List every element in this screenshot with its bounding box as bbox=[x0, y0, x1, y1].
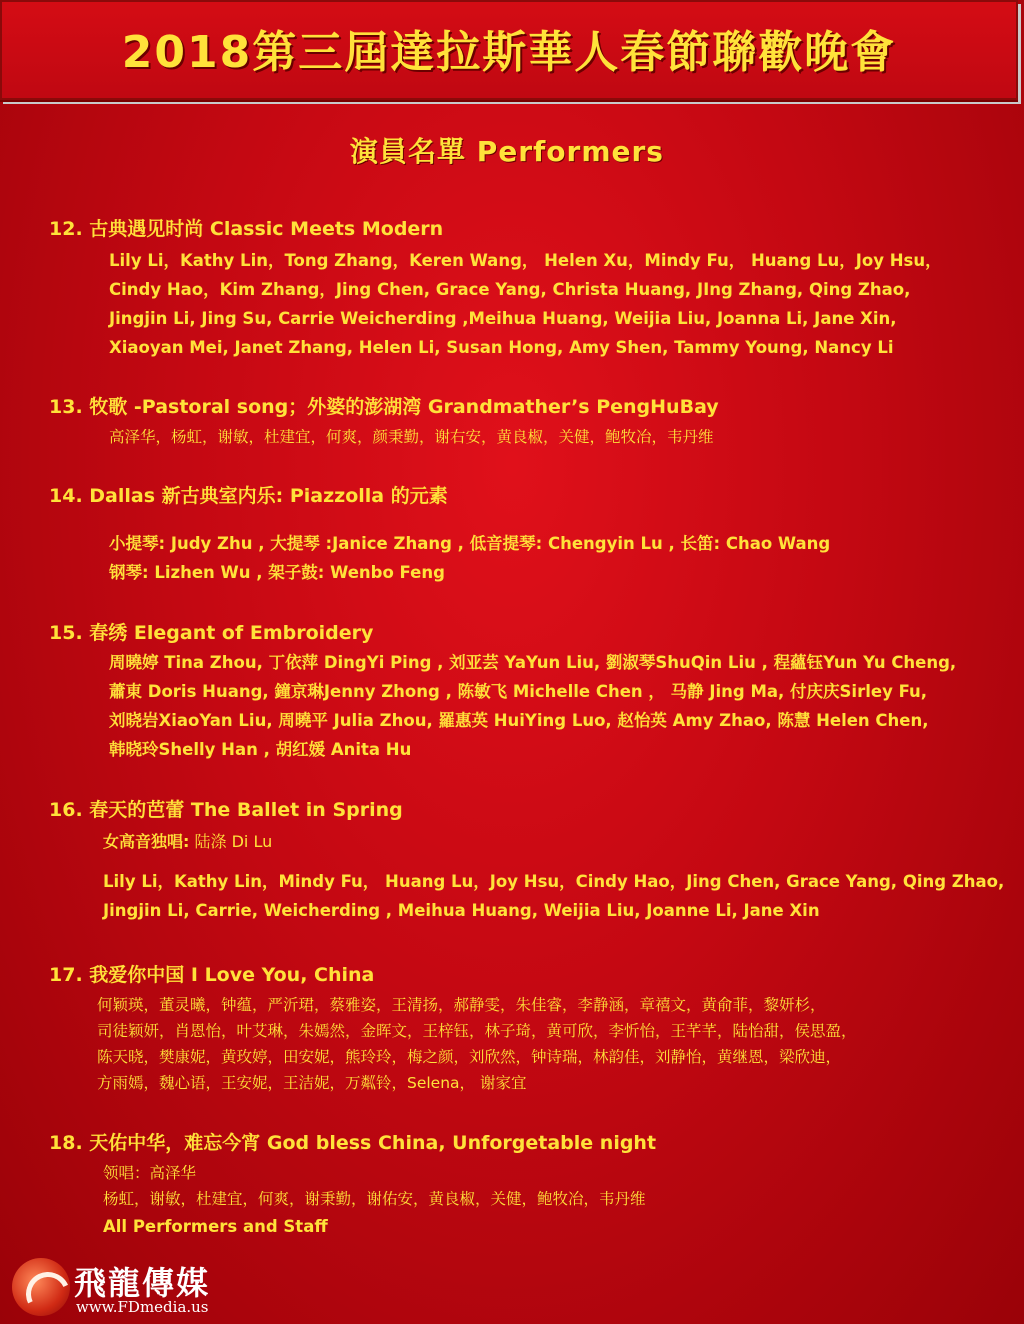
program-item-16 bbox=[49, 797, 1005, 925]
program-item-13 bbox=[49, 394, 979, 450]
program-item-17 bbox=[49, 962, 979, 1096]
program-title: 15. 春绣 Elegant of Embroidery bbox=[49, 622, 374, 644]
event-title: 2018第三屆達拉斯華人春節聯歡晚會 bbox=[121, 27, 897, 78]
program-item-12 bbox=[49, 216, 979, 362]
performer-line: 杨虹，谢敏，杜建宜，何爽，谢秉勤，谢佑安，黄良椒，关健，鲍牧冶，韦丹维 bbox=[103, 1190, 646, 1208]
performer-line: 司徒颖妍，肖恩怡，叶艾琳，朱嫣然，金晖文，王梓钰，林子琦，黄可欣，李忻怡，王芊芊，陆怡甜，侯思盈， bbox=[97, 1022, 857, 1040]
performer-line: 陈天晓，樊康妮，黄玫婷，田安妮，熊玲玲，梅之颜，刘欣然，钟诗瑞，林韵佳，刘静怡，黄继恩，梁欣迪， bbox=[97, 1048, 842, 1066]
title-banner bbox=[0, 0, 1018, 100]
performer-line: Lily Li，Kathy Lin，Mindy Fu， Huang Lu，Joy Hsu，Cindy Hao，Jing Chen, Grace Yang, Qing Zhao, bbox=[103, 872, 1005, 891]
performers-heading: 演員名單 Performers bbox=[350, 135, 664, 168]
program-title: 16. 春天的芭蕾 The Ballet in Spring bbox=[49, 799, 403, 821]
performer-line: 周曉婷 Tina Zhou, 丁依萍 DingYi Ping , 刘亚芸 YaYun Liu, 劉淑琴ShuQin Liu , 程蘊钰Yun Yu Cheng, bbox=[109, 653, 957, 672]
program-item-14 bbox=[49, 483, 979, 587]
logo-name: 飛龍傳媒 bbox=[74, 1264, 211, 1302]
soprano-solo bbox=[103, 829, 979, 855]
solo-performer: 陆涤 Di Lu bbox=[194, 832, 273, 851]
program-item-15 bbox=[49, 620, 979, 764]
performer-line: Jingjin Li, Jing Su, Carrie Weicherding ,Meihua Huang, Weijia Liu, Joanna Li, Jane Xin, bbox=[109, 309, 897, 328]
performer-line: Xiaoyan Mei, Janet Zhang, Helen Li, Susan Hong, Amy Shen, Tammy Young, Nancy Li bbox=[109, 338, 894, 357]
program-item-18 bbox=[49, 1130, 979, 1241]
performer-line: 蕭東 Doris Huang, 鐘京琳Jenny Zhong , 陈敏飞 Michelle Chen ， 马静 Jing Ma, 付庆庆Sirley Fu, bbox=[109, 682, 928, 701]
program-title: 18. 天佑中华，难忘今宵 God bless China, Unforgetable night bbox=[49, 1132, 657, 1154]
performer-line: 何颖瑛，董灵曦，钟蕴，严沂珺，蔡雅姿，王清扬，郝静雯，朱佳睿，李静涵，章禧文，黄俞菲，黎妍杉， bbox=[97, 996, 826, 1014]
program-title: 17. 我爱你中国 I Love You, China bbox=[49, 964, 375, 986]
performer-line: 小提琴: Judy Zhu , 大提琴 :Janice Zhang , 低音提琴: Chengyin Lu , 长笛: Chao Wang bbox=[109, 534, 831, 553]
program-title: 13. 牧歌 -Pastoral song；外婆的澎湖湾 Grandmather’s PengHuBay bbox=[49, 396, 719, 418]
solo-label: 女高音独唱: bbox=[103, 832, 190, 851]
performer-line: Cindy Hao，Kim Zhang，Jing Chen, Grace Yang, Christa Huang, JIng Zhang, Qing Zhao, bbox=[109, 280, 911, 299]
program-title: 14. Dallas 新古典室内乐: Piazzolla 的元素 bbox=[49, 485, 448, 507]
logo-url: www.FDmedia.us bbox=[76, 1298, 209, 1316]
dragon-logo-icon bbox=[12, 1258, 70, 1316]
performer-line: Lily Li，Kathy Lin，Tong Zhang，Keren Wang， Helen Xu，Mindy Fu， Huang Lu，Joy Hsu， bbox=[109, 251, 942, 270]
performer-line: Jingjin Li, Carrie, Weicherding , Meihua Huang, Weijia Liu, Joanne Li, Jane Xin bbox=[103, 901, 820, 920]
performer-line: 方雨嫣，魏心语，王安妮，王洁妮，万粼铃，Selena， 谢家宜 bbox=[97, 1074, 527, 1092]
performer-line: 高泽华，杨虹，谢敏，杜建宜，何爽，颜秉勤，谢右安，黄良椒，关健，鲍牧冶，韦丹维 bbox=[109, 428, 714, 446]
performer-line: 刘晓岩XiaoYan Liu, 周曉平 Julia Zhou, 羅惠英 HuiYing Luo, 赵怡英 Amy Zhao, 陈慧 Helen Chen, bbox=[109, 711, 929, 730]
lead-singer-line: 领唱：高泽华 bbox=[103, 1164, 197, 1182]
fdmedia-logo bbox=[10, 1254, 230, 1320]
program-title: 12. 古典遇见时尚 Classic Meets Modern bbox=[49, 218, 444, 240]
performer-line: All Performers and Staff bbox=[103, 1217, 328, 1236]
performer-line: 韩晓玲Shelly Han , 胡红媛 Anita Hu bbox=[109, 740, 412, 759]
performer-line: 钢琴: Lizhen Wu , 架子鼓: Wenbo Feng bbox=[109, 563, 445, 582]
